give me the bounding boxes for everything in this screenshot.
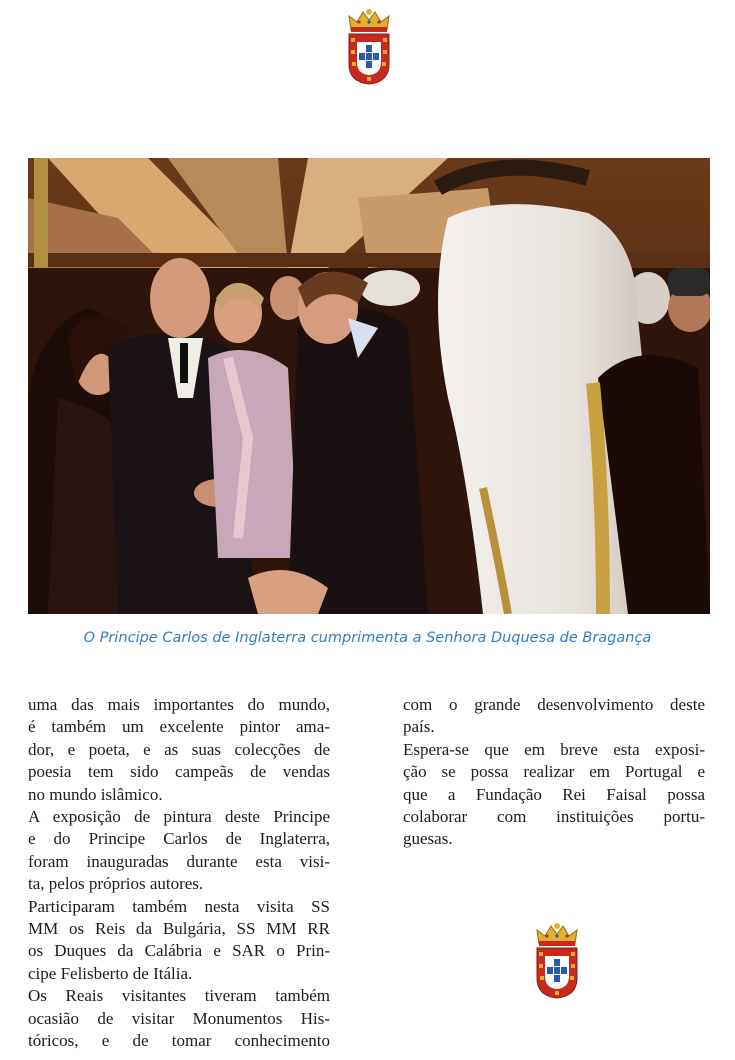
text-line: cipe Felisberto de Itália. (28, 963, 193, 983)
event-photo (28, 158, 710, 614)
text-line: colaborar com instituições portu- (403, 807, 705, 827)
paragraph (403, 739, 705, 851)
text-line: ocasião de visitar Monumentos His- (28, 1008, 330, 1028)
text-line: ção se possa realizar em Portugal e (403, 762, 705, 782)
text-line: A exposição de pintura deste Principe (28, 807, 330, 827)
text-line: que a Fundação Rei Faisal possa (403, 784, 705, 804)
text-line: poesia tem sido campeãs de vendas (28, 762, 330, 782)
paragraph (28, 694, 330, 806)
paragraph (403, 694, 705, 739)
text-line: uma das mais importantes do mundo, (28, 695, 330, 714)
text-line: Os Reais visitantes tiveram também (28, 986, 330, 1006)
text-line: dor, e poeta, e as suas colecções de (28, 739, 330, 759)
text-line: guesas. (403, 829, 453, 849)
paragraph (28, 985, 330, 1052)
photo-caption: O Principe Carlos de Inglaterra cumprimenta a Senhora Duquesa de Bragança (83, 630, 652, 646)
shield-icon (537, 948, 577, 998)
text-line: tóricos, e de tomar conhecimento (28, 1031, 330, 1051)
text-line: ta, pelos próprios autores. (28, 874, 204, 894)
text-column-right (403, 694, 705, 851)
text-line: país. (403, 717, 435, 737)
text-line: Espera-se que em breve esta exposi- (403, 739, 705, 759)
crown-icon (349, 9, 389, 32)
text-line: os Duques da Calábria e SAR o Prin- (28, 941, 330, 961)
text-column-left (28, 694, 330, 1053)
text-line: no mundo islâmico. (28, 784, 163, 804)
text-line: e do Principe Carlos de Inglaterra, (28, 829, 330, 849)
text-line: com o grande desenvolvimento deste (403, 695, 705, 714)
text-line: é também um excelente pintor ama- (28, 717, 330, 737)
coat-of-arms-bottom (532, 922, 582, 1000)
text-line: MM os Reis da Bulgária, SS MM RR (28, 919, 330, 939)
coat-of-arms-top (345, 8, 393, 86)
paragraph (28, 896, 330, 986)
paragraph (28, 806, 330, 896)
crown-icon (537, 923, 577, 946)
shield-icon (349, 34, 389, 84)
text-line: Participaram também nesta visita SS (28, 896, 330, 916)
text-line: foram inauguradas durante esta visi- (28, 851, 330, 871)
